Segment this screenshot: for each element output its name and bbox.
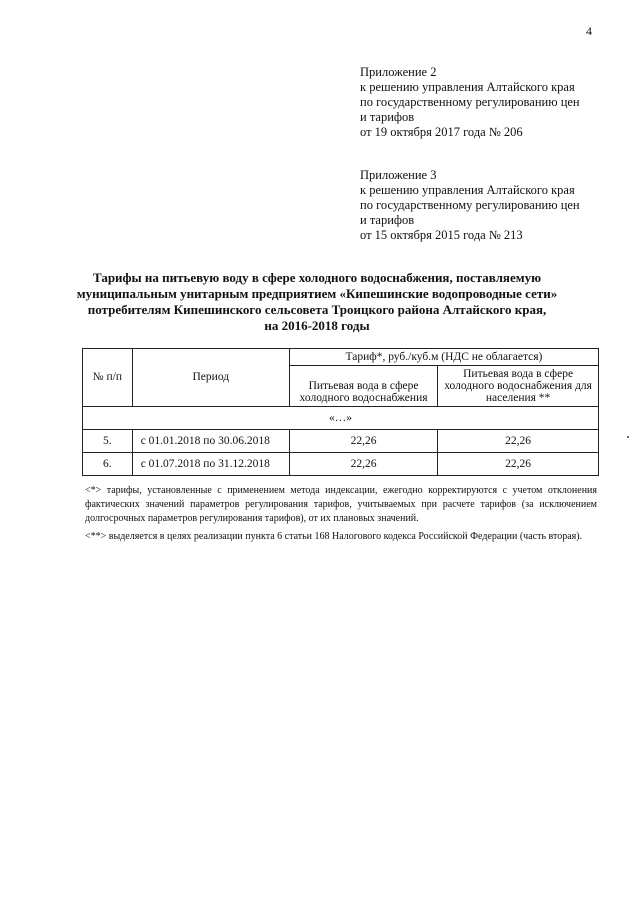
appendix-line: по государственному регулированию цен xyxy=(360,95,580,109)
row-tariff-population-value: 22,26 xyxy=(438,453,599,476)
row-tariff-value: 22,26 xyxy=(289,430,437,453)
scan-speck xyxy=(627,436,629,438)
row-number: 5. xyxy=(83,430,133,453)
tariff-table xyxy=(82,348,599,476)
appendix-3-block xyxy=(360,168,620,243)
appendix-line: и тарифов xyxy=(360,213,415,227)
appendix-line: Приложение 3 xyxy=(360,168,437,182)
title-line: Тарифы на питьевую воду в сфере холодного водоснабжения, поставляемую xyxy=(92,270,542,285)
appendix-line: к решению управления Алтайского края xyxy=(360,183,575,197)
footnote: <*> тарифы, установленные с применением метода индексации, ежегодно корректируются с учетом отклонения фактических значений параметров регулирования тарифов, учитываемых при расчете тарифов (за исключением долгосрочных параметров регулирования тарифов), от их плановых значений. xyxy=(85,485,597,524)
header-drinking-water-population: Питьевая вода в сфере холодного водоснабжения для населения ** xyxy=(438,366,599,407)
title-line: муниципальным унитарным предприятием «Кипешинские водопроводные сети» xyxy=(76,286,558,301)
appendix-2-block xyxy=(360,65,620,140)
document-title xyxy=(60,270,574,334)
footnote: <**> выделяется в целях реализации пункта 6 статьи 168 Налогового кодекса Российской Федерации (часть вторая). xyxy=(85,531,583,542)
appendix-line: Приложение 2 xyxy=(360,65,437,79)
header-period: Период xyxy=(132,349,289,407)
table-row xyxy=(83,430,599,453)
page-number: 4 xyxy=(586,24,592,38)
footnotes xyxy=(85,484,597,548)
table-ellipsis-row: «…» xyxy=(83,407,599,430)
header-drinking-water: Питьевая вода в сфере холодного водоснабжения xyxy=(289,366,437,407)
appendix-line: от 19 октября 2017 года № 206 xyxy=(360,125,523,139)
appendix-line: от 15 октября 2015 года № 213 xyxy=(360,228,523,242)
row-period: с 01.01.2018 по 30.06.2018 xyxy=(132,430,289,453)
row-tariff-value: 22,26 xyxy=(289,453,437,476)
header-number: № п/п xyxy=(83,349,133,407)
row-tariff-population-value: 22,26 xyxy=(438,430,599,453)
row-number: 6. xyxy=(83,453,133,476)
appendix-line: по государственному регулированию цен xyxy=(360,198,580,212)
appendix-line: к решению управления Алтайского края xyxy=(360,80,575,94)
header-tariff: Тариф*, руб./куб.м (НДС не облагается) xyxy=(289,349,598,366)
row-period: с 01.07.2018 по 31.12.2018 xyxy=(132,453,289,476)
appendix-line: и тарифов xyxy=(360,110,415,124)
title-line: на 2016-2018 годы xyxy=(264,318,370,333)
table-row xyxy=(83,453,599,476)
title-line: потребителям Кипешинского сельсовета Троицкого района Алтайского края, xyxy=(87,302,547,317)
